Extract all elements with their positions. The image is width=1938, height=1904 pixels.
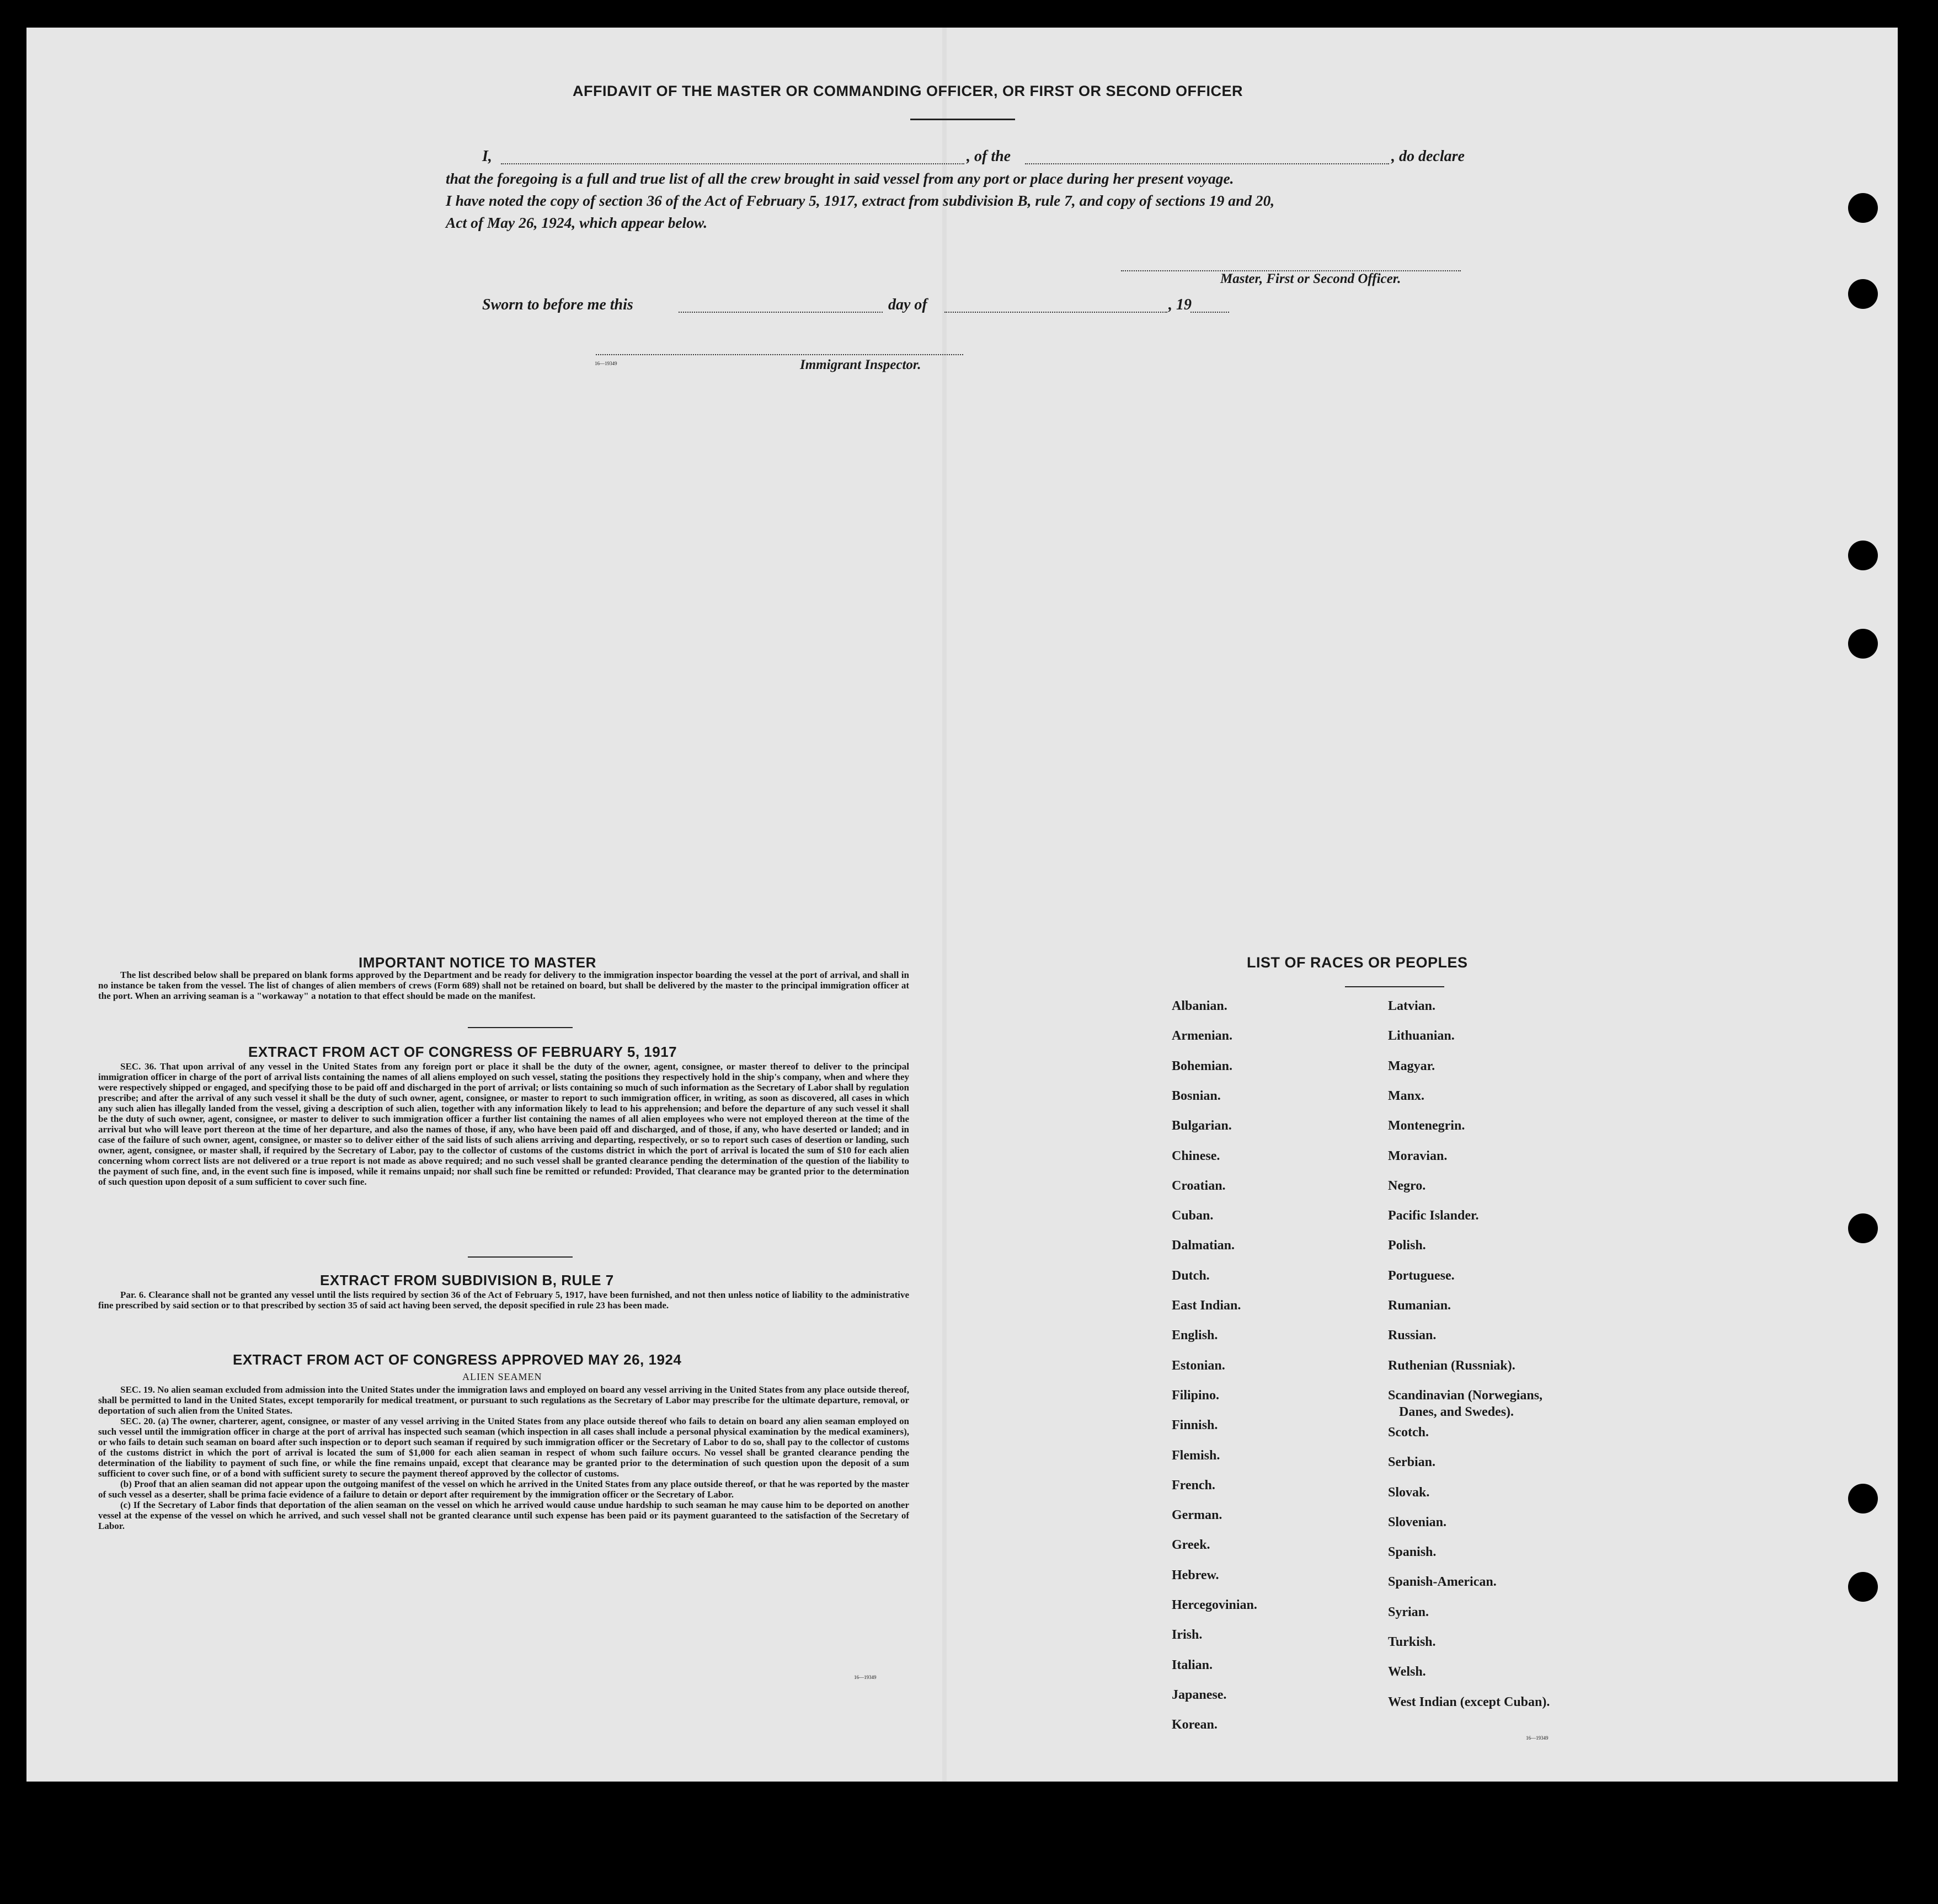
race-item: Scandinavian (Norwegians,	[1388, 1388, 1543, 1403]
race-item: Negro.	[1388, 1178, 1426, 1193]
race-item: French.	[1172, 1478, 1215, 1493]
month-field[interactable]	[944, 312, 1167, 313]
race-item: Turkish.	[1388, 1635, 1436, 1649]
race-item: Lithuanian.	[1388, 1029, 1455, 1044]
race-item: Greek.	[1172, 1538, 1210, 1553]
punch-hole	[1848, 629, 1878, 659]
race-item: Filipino.	[1172, 1388, 1220, 1403]
inspector-signature-line[interactable]	[596, 354, 963, 355]
sec-19-paragraph: SEC. 19. No alien seaman excluded from admission into the United States under the immigration laws and employed on board any vessel arriving in the United States from any place outside thereof, shall be permitted to land in the United States, except temporarily for medical treatment, or pursuant to such regulations as the Secretary of Labor may prescribe for the ultimate departure, removal, or deportation of such alien from the United States.	[98, 1384, 909, 1416]
inspector-label: Immigrant Inspector.	[800, 357, 921, 372]
race-item: Serbian.	[1388, 1455, 1436, 1470]
par-6-paragraph: Par. 6. Clearance shall not be granted any vessel until the lists required by section 36 of the Act of February 5, 1917, have been furnished, and not then unless notice of liability to the administrative fine prescribed by said section or to that prescribed by section 35 of said act having been served, the deposit specified in rule 23 has been made.	[98, 1290, 909, 1311]
race-item: Albanian.	[1172, 999, 1227, 1013]
notice-paragraph: The list described below shall be prepared on blank forms approved by the Department and be ready for delivery to the immigration inspector boarding the vessel at the port of arrival, and shall in no instance be taken from the vessel. The list of changes of alien members of crews (Form 689) shall not be retained on board, but shall be delivered by the master to the principal immigration officer at the port. When an arriving seaman is a "workaway" a notation to that effect should be made on the manifest.	[98, 970, 909, 1001]
race-item: Magyar.	[1388, 1058, 1435, 1073]
race-item: Croatian.	[1172, 1178, 1226, 1193]
year-field[interactable]	[1190, 312, 1229, 313]
divider	[468, 1256, 573, 1258]
notice-text	[98, 970, 909, 1001]
extract-rule7-title: EXTRACT FROM SUBDIVISION B, RULE 7	[320, 1272, 614, 1288]
divider	[468, 1027, 573, 1028]
race-item: Chinese.	[1172, 1148, 1220, 1163]
races-title: LIST OF RACES OR PEOPLES	[1247, 954, 1468, 971]
punch-hole	[1848, 1213, 1878, 1243]
punch-hole	[1848, 1484, 1878, 1513]
sec-20a-paragraph: SEC. 20. (a) The owner, charterer, agent, consignee, or master of any vessel arriving in the United States from any place outside thereof who fails to detain on board any alien seaman employed on such vessel until the immigration officer in charge at the port of arrival has inspected such seaman (which inspection in all cases shall include a personal physical examination by the medical examiners), or who fails to detain such seaman on board after such inspection or to deport such seaman if required by such immigration officer or the Secretary of Labor to do so, shall pay to the collector of customs of the customs district in which the port of arrival is located the sum of $1,000 for each alien seaman in respect of whom such failure occurs. No vessel shall be granted clearance pending the determination of the liability to payment of such fine, or while the fine remains unpaid, except that clearance may be granted prior to the determination of such question upon the deposit of a sum sufficient to cover such fine, or of a bond with sufficient surety to secure the payment thereof approved by the collector of customs.	[98, 1416, 909, 1479]
signature-label: Master, First or Second Officer.	[1220, 271, 1401, 286]
punch-hole	[1848, 279, 1878, 309]
i-label: I,	[482, 148, 492, 165]
punch-hole	[1848, 541, 1878, 570]
race-item: Hebrew.	[1172, 1568, 1219, 1582]
name-field[interactable]	[501, 163, 964, 164]
race-item: Polish.	[1388, 1238, 1426, 1253]
race-item: Montenegrin.	[1388, 1119, 1465, 1133]
divider	[1345, 986, 1444, 987]
race-item: Irish.	[1172, 1628, 1203, 1643]
divider	[910, 119, 1015, 120]
extract-1917-title: EXTRACT FROM ACT OF CONGRESS OF FEBRUARY 5, 1917	[248, 1044, 677, 1060]
affidavit-line-4: Act of May 26, 1924, which appear below.	[446, 214, 708, 231]
fold-line	[942, 28, 947, 1782]
race-item: German.	[1172, 1508, 1222, 1523]
race-item: Spanish-American.	[1388, 1575, 1497, 1590]
race-item: Korean.	[1172, 1718, 1218, 1732]
race-item: Cuban.	[1172, 1208, 1214, 1223]
race-item: Russian.	[1388, 1328, 1437, 1343]
race-item: Scotch.	[1388, 1425, 1429, 1440]
punch-hole	[1848, 193, 1878, 223]
day-of-label: day of	[888, 296, 927, 313]
form-sheet	[26, 28, 1898, 1782]
race-item: Danes, and Swedes).	[1399, 1404, 1514, 1419]
extract-1924-text	[98, 1384, 909, 1531]
race-item: Bosnian.	[1172, 1088, 1221, 1103]
race-item: Finnish.	[1172, 1418, 1218, 1433]
form-number: 16—19349	[1526, 1735, 1549, 1741]
year-label: , 19	[1168, 296, 1192, 313]
affidavit-line-3: I have noted the copy of section 36 of the Act of February 5, 1917, extract from subdivision B, rule 7, and copy of sections 19 and 20,	[446, 192, 1275, 209]
sec-20c-paragraph: (c) If the Secretary of Labor finds that deportation of the alien seaman on the vessel on which he arrived would cause undue hardship to such seaman he may cause him to be deported on another vessel at the expense of the vessel on which he arrived, and such vessel shall not be granted clearance until such expense has been paid or its payment guaranteed to the satisfaction of the Secretary of Labor.	[98, 1500, 909, 1531]
race-item: Dutch.	[1172, 1268, 1210, 1283]
affidavit-title: AFFIDAVIT OF THE MASTER OR COMMANDING OFFICER, OR FIRST OR SECOND OFFICER	[573, 83, 1243, 99]
race-item: Italian.	[1172, 1657, 1213, 1672]
race-item: Moravian.	[1388, 1148, 1448, 1163]
race-item: Flemish.	[1172, 1448, 1220, 1463]
race-item: Japanese.	[1172, 1687, 1227, 1702]
race-item: Bulgarian.	[1172, 1119, 1232, 1133]
race-item: Estonian.	[1172, 1358, 1225, 1373]
extract-1917-text	[98, 1061, 909, 1187]
extract-rule7-text	[98, 1290, 909, 1311]
sworn-label: Sworn to before me this	[482, 296, 633, 313]
vessel-field[interactable]	[1025, 163, 1389, 164]
race-item: Spanish.	[1388, 1545, 1437, 1560]
sec-20b-paragraph: (b) Proof that an alien seaman did not appear upon the outgoing manifest of the vessel on which he arrived in the United States from any place outside thereof, or that he was reported by the master of such vessel as a deserter, shall be prima facie evidence of a failure to detain or deport after requirement by the immigration officer or the Secretary of Labor.	[98, 1479, 909, 1500]
race-item: Armenian.	[1172, 1029, 1232, 1044]
sec-36-paragraph: SEC. 36. That upon arrival of any vessel in the United States from any foreign port or place it shall be the duty of the owner, agent, consignee, or master thereof to deliver to the principal immigration officer in charge of the port of arrival lists containing the names of all aliens employed on such vessel, stating the positions they respectively hold in the ship's company, when and where they were respectively shipped or engaged, and specifying those to be paid off and discharged in the port of arrival; or lists containing so much of such information as the Secretary of Labor shall by regulation prescribe; and after the arrival of any such vessel it shall be the duty of such owner, agent, consignee, or master to report to such immigration officer, in writing, as soon as discovered, all cases in which any such alien has illegally landed from the vessel, giving a description of such alien, together with any information likely to lead to his apprehension; and before the departure of any such vessel it shall be the duty of such owner, agent, consignee, or master to deliver to such immigration officer a further list containing the names of all alien employees who were not employed thereon at the time of the arrival but who will leave port thereon at the time of her departure, and also the names of those, if any, who have been paid off and discharged, and of those, if any, who have deserted or landed; and in case of the failure of such owner, agent, consignee, or master so to deliver either of the said lists of such aliens arriving and departing, respectively, or so to report such cases of desertion or landing, such owner, agent, consignee, or master shall, if required by the Secretary of Labor, pay to the collector of customs of the customs district in which the port of arrival is located the sum of $10 for each alien concerning whom correct lists are not delivered or a true report is not made as above required; and no such vessel shall be granted clearance pending the determination of the question of the liability to the payment of such fine, and, in the event such fine is imposed, while it remains unpaid; nor shall such fine be remitted or refunded: Provided, That clearance may be granted prior to the determination of such question upon deposit of a sum sufficient to cover such fine.	[98, 1061, 909, 1187]
race-item: Latvian.	[1388, 999, 1436, 1013]
race-item: Portuguese.	[1388, 1268, 1455, 1283]
race-item: Slovak.	[1388, 1485, 1430, 1500]
day-field[interactable]	[679, 312, 883, 313]
race-item: West Indian (except Cuban).	[1388, 1694, 1550, 1709]
race-item: Slovenian.	[1388, 1515, 1447, 1529]
race-item: Pacific Islander.	[1388, 1208, 1479, 1223]
race-item: Ruthenian (Russniak).	[1388, 1358, 1515, 1373]
race-item: Dalmatian.	[1172, 1238, 1235, 1253]
race-item: East Indian.	[1172, 1298, 1241, 1313]
extract-1924-title: EXTRACT FROM ACT OF CONGRESS APPROVED MAY 26, 1924	[233, 1351, 682, 1368]
race-item: Rumanian.	[1388, 1298, 1451, 1313]
race-item: Manx.	[1388, 1088, 1424, 1103]
race-item: Bohemian.	[1172, 1058, 1233, 1073]
notice-title: IMPORTANT NOTICE TO MASTER	[359, 954, 596, 971]
do-declare-label: , do declare	[1391, 148, 1465, 165]
form-number: 16—19349	[595, 361, 617, 366]
race-item: English.	[1172, 1328, 1218, 1343]
race-item: Hercegovinian.	[1172, 1598, 1257, 1612]
alien-seamen-heading: ALIEN SEAMEN	[462, 1371, 542, 1382]
form-number: 16—19349	[854, 1675, 877, 1680]
race-item: Syrian.	[1388, 1605, 1429, 1619]
of-the-label: , of the	[967, 148, 1011, 165]
punch-hole	[1848, 1572, 1878, 1602]
race-item: Welsh.	[1388, 1665, 1426, 1680]
affidavit-line-2: that the foregoing is a full and true list of all the crew brought in said vessel from any port or place during her present voyage.	[446, 170, 1234, 187]
